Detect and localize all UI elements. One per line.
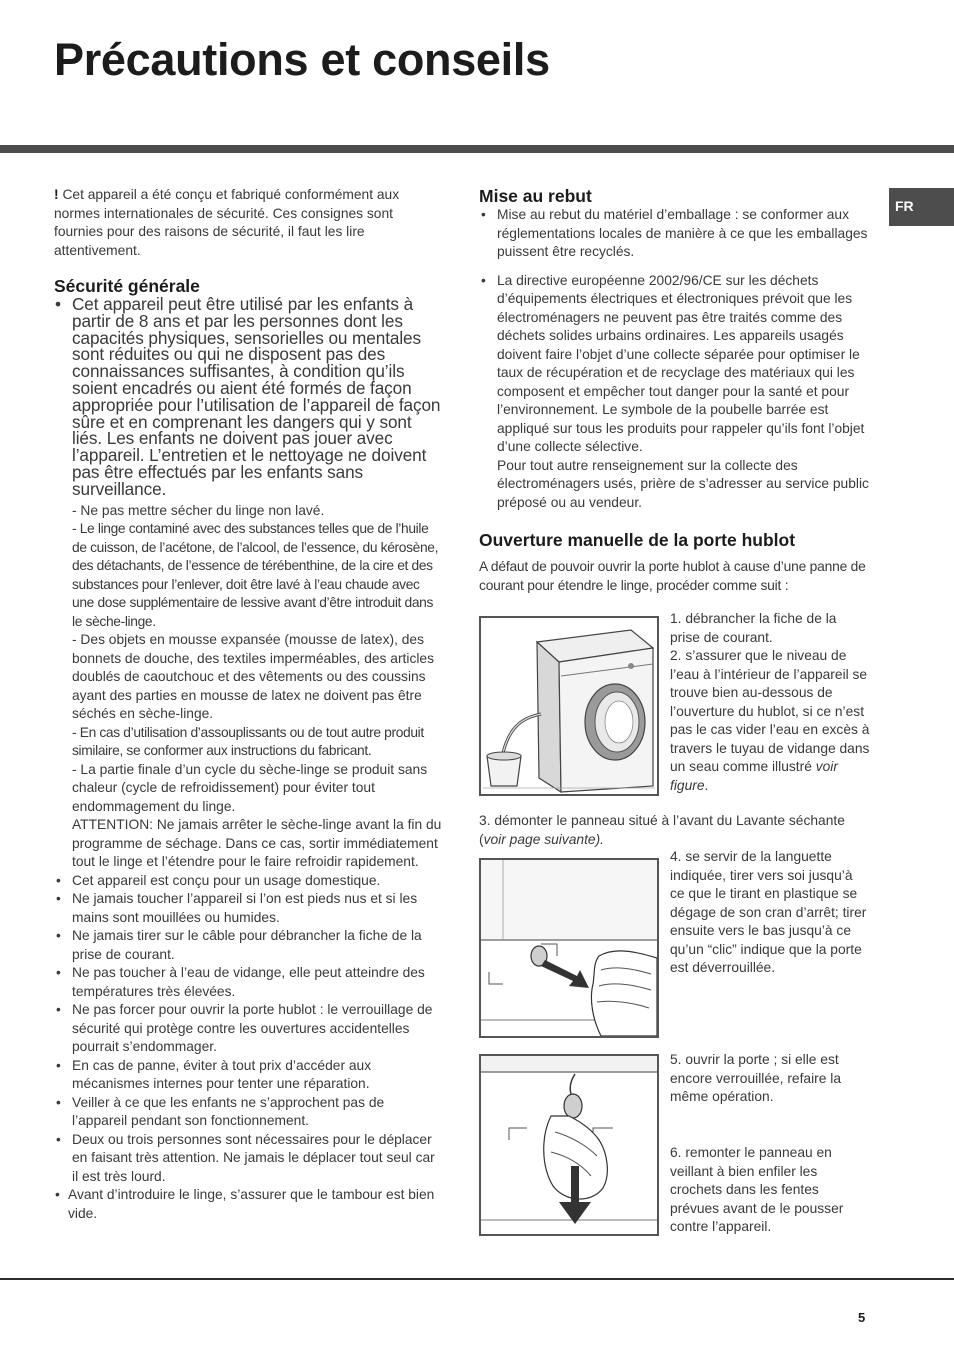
washer-bucket-illustration [481,618,657,794]
pull-down-illustration [481,1056,657,1234]
step-4: 4. se servir de la languette indiquée, tirer vers soi jusqu’à ce que le tirant en plastique se dégage de son cran d’arrêt; tirer ensuite vers le bas jusqu’à ce qu’un “clic” indique que la porte est déverrouillée. [670,849,867,975]
securite-bullets [54,872,442,1224]
attention-note: ATTENTION: Ne jamais arrêter le sèche-linge avant la fin du programme de séchage. Dans ce cas, sortir immédiatement tout le linge et l’étendre pour le faire refroidir rapidement. [72,817,442,870]
figure-pull-down [479,1054,659,1236]
list-item: • Ne jamais tirer sur le câble pour débrancher la fiche de la prise de courant. [54,927,442,964]
step-5: 5. ouvrir la porte ; si elle est encore verrouillée, refaire la même opération. [670,1052,842,1104]
rebut-heading: Mise au rebut [479,186,592,206]
step-3-ref: voir page suivante). [483,831,605,847]
securite-children-item: • Cet appareil peut être utilisé par les enfants à partir de 8 ans et par les personnes dont les capacités physiques, sensorielles ou mentales sont réduites ou qui ne disposent pas des connaissances suffisantes, à condition qu’ils soient encadrés ou aient été formés de façon appropriée pour l’utilisation de l’appareil de façon sûre et en comprenant les dangers qui y sont liés. Les enfants ne doivent pas jouer avec l’appareil. L’entretien et le nettoyage ne doivent pas être effectués par les enfants sans surveillance. [54,296,442,498]
intro-text: Cet appareil a été conçu et fabriqué conformément aux normes internationales de sécurité. Ces consignes sont fournies pour des raisons de sécurité, il faut les lire attentivement. [54,187,400,258]
step-1-2-end: . [704,777,709,793]
rebut-list [479,206,871,512]
securite-heading: Sécurité générale [54,276,200,296]
sub-item: - Des objets en mousse expansée (mousse de latex), des bonnets de douche, des textiles imperméables, des articles doublés de caoutchouc et des vêtements ou des coussins ayant des parties en mousse de latex ne doivent pas être séchés en sèche-linge. [72,632,434,722]
step-3 [479,812,871,849]
pull-tab-illustration [481,860,657,1036]
ouverture-intro: A défaut de pouvoir ouvrir la porte hublot à cause d’une panne de courant pour étendre le linge, procéder comme suit : [479,559,866,593]
list-item: • Mise au rebut du matériel d’emballage : se conformer aux réglementations locales de manière à ce que les emballages puissent être recyclés. [479,206,871,262]
step-1-2-text: 1. débrancher la fiche de la prise de courant. 2. s’assurer que le niveau de l’eau à l’intérieur de l’appareil se trouve bien au-dessous de l’ouverture du hublot, si ce n’est pas le cas vider l’eau en excès à travers le tuyau de vidange dans un seau comme illustré [670,611,870,774]
language-tab: FR [889,188,954,226]
right-column [479,186,871,595]
weee-text: La directive européenne 2002/96/CE sur les déchets d’équipements électriques et électroniques prévoit que les électroménagers ne peuvent pas être traités comme des déchets solides urbains ordinaires. Les appareils usagés doivent faire l’objet d’une collecte séparée pour optimiser le taux de récupération et de recyclage des matériaux qui les composent et empêcher tout danger pour la santé et pour l’environnement. Le symbole de la poubelle barrée est appliqué sur tous les produits pour rappeler qu’ils font l’objet d’une collecte sélective. [497,272,865,454]
list-item: • Ne pas forcer pour ouvrir la porte hublot : le verrouillage de sécurité qui protège contre les ouvertures accidentelles pourrait s’endommager. [54,1001,442,1057]
weee-contact-text: Pour tout autre renseignement sur la collecte des électroménagers usés, prière de s’adresser au service public préposé ou au vendeur. [497,457,869,510]
page-number: 5 [858,1310,866,1325]
list-item: • En cas de panne, éviter à tout prix d’accéder aux mécanismes internes pour tenter une réparation. [54,1057,442,1094]
list-item: • Ne pas toucher à l’eau de vidange, elle peut atteindre des températures très élevées. [54,964,442,1001]
sub-item: - Le linge contaminé avec des substances telles que de l’huile de cuisson, de l’acétone, de l’alcool, de l’essence, du kérosène, des détachants, de l’essence de térébenthine, de la cire et des substances pour l’enlever, doit être lavé à l’eau chaude avec une dose supplémentaire de lessive avant d’être introduit dans le sèche-linge. [72,521,439,629]
list-item [479,272,871,513]
list-item: • Deux ou trois personnes sont nécessaires pour le déplacer en faisant très attention. Ne jamais le déplacer tout seul car il est très lourd. [54,1131,442,1187]
list-item: • Veiller à ce que les enfants ne s’approchent pas de l’appareil pendant son fonctionnement. [54,1094,442,1131]
footer-rule [0,1278,954,1280]
securite-list [54,296,442,498]
ouverture-heading: Ouverture manuelle de la porte hublot [479,530,796,550]
left-column [54,186,442,1223]
sub-item: - Ne pas mettre sécher du linge non lavé. [72,502,325,518]
warning-mark: ! [54,187,59,202]
sub-item: - En cas d’utilisation d’assouplissants ou de tout autre produit similaire, se conformer aux instructions du fabricant. [72,724,424,759]
list-item: • Cet appareil est conçu pour un usage domestique. [54,872,442,891]
figure-drain-bucket [479,616,659,796]
step-1-2-ref: voir figure [670,759,838,793]
page-title: Précautions et conseils [54,34,550,85]
list-item: • Ne jamais toucher l’appareil si l’on est pieds nus et si les mains sont mouillées ou humides. [54,890,442,927]
intro-paragraph [54,186,442,260]
steps-1-2 [670,610,870,795]
step-3-text: 3. démonter le panneau situé à l’avant du Lavante séchante ( [479,813,845,847]
sub-item: - La partie finale d’un cycle du sèche-linge se produit sans chaleur (cycle de refroidissement) pour éviter tout endommagement du linge. [72,761,428,814]
header-rule [0,145,954,153]
list-item: • Avant d’introduire le linge, s’assurer que le tambour est bien vide. [54,1186,442,1223]
step-6: 6. remonter le panneau en veillant à bien enfiler les crochets dans les fentes prévues avant de le pousser contre l’appareil. [670,1145,844,1234]
securite-sub-items [54,502,442,872]
figure-pull-tab [479,858,659,1038]
